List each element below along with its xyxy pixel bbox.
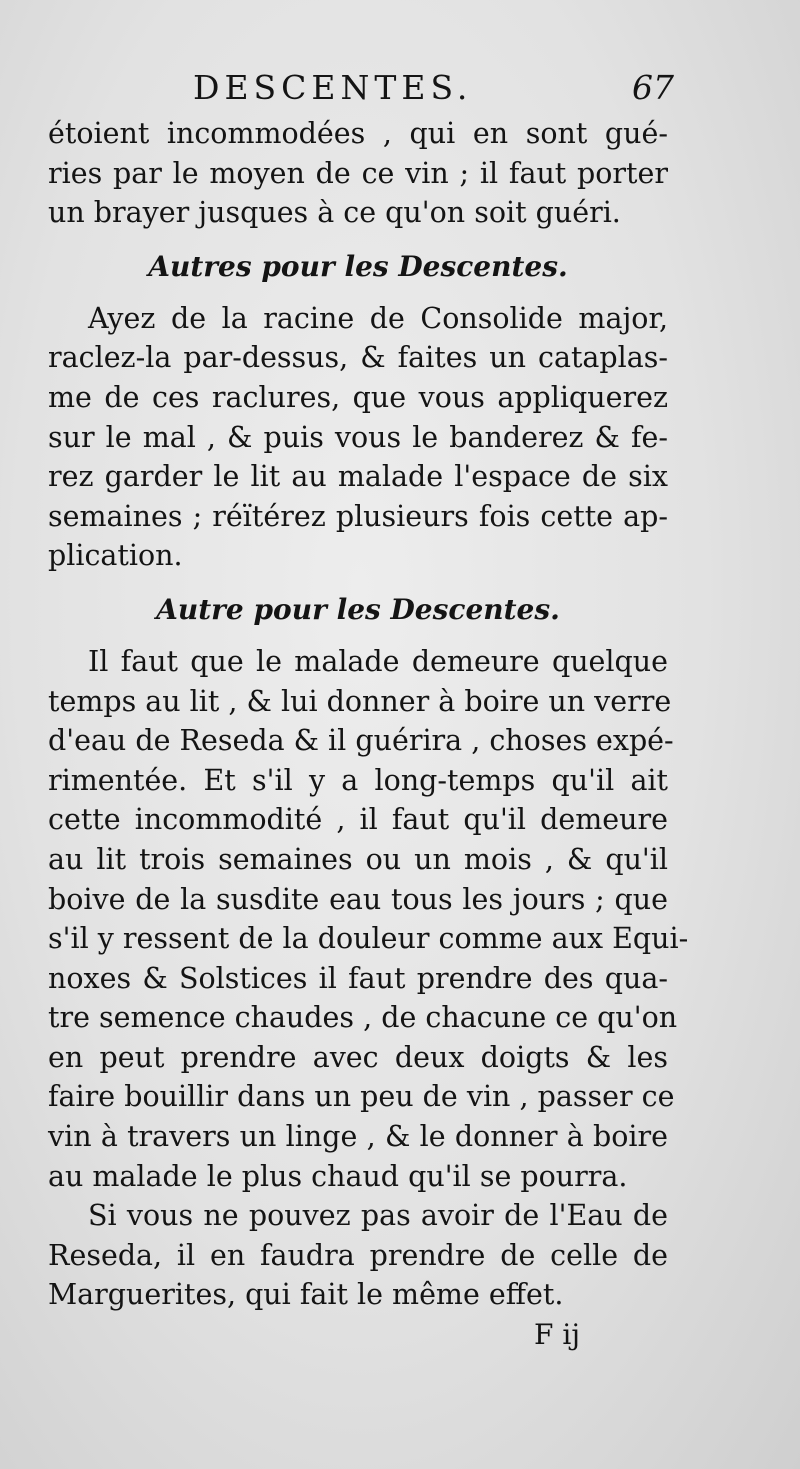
text-line: Il faut que le malade demeure quelque: [88, 644, 668, 678]
text-line: me de ces raclures, que vous appliquerez: [48, 380, 668, 414]
paragraph-1: [48, 114, 668, 233]
signature-mark: F ij: [534, 1318, 580, 1352]
text-line: raclez-la par-dessus, & faites un cataplas-: [48, 341, 668, 375]
book-page: [48, 68, 689, 1355]
text-line: rez garder le lit au malade l'espace de six: [48, 460, 668, 494]
text-line: Reseda, il en faudra prendre de celle de: [48, 1238, 668, 1272]
text-line: cette incommodité , il faut qu'il demeure: [48, 803, 668, 837]
text-line: temps au lit , & lui donner à boire un verre: [48, 684, 672, 718]
text-line: rimentée. Et s'il y a long-temps qu'il ait: [48, 763, 668, 797]
text-line: boive de la susdite eau tous les jours ; que: [48, 882, 668, 916]
text-line: s'il y ressent de la douleur comme aux Equi-: [48, 922, 689, 956]
text-line: plication.: [48, 539, 183, 573]
section-heading-1: Autres pour les Descentes.: [148, 249, 568, 283]
text-line: noxes & Solstices il faut prendre des qua-: [48, 961, 668, 995]
page-header: [48, 68, 674, 114]
text-line: un brayer jusques à ce qu'on soit guéri.: [48, 196, 621, 230]
paragraph-4: [48, 1196, 668, 1315]
text-line: au lit trois semaines ou un mois , & qu'il: [48, 842, 668, 876]
paragraph-2: [48, 299, 668, 576]
text-line: d'eau de Reseda & il guérira , choses expé-: [48, 724, 674, 758]
running-title: DESCENTES.: [193, 68, 473, 107]
text-line: au malade le plus chaud qu'il se pourra.: [48, 1159, 628, 1193]
text-line: semaines ; réïtérez plusieurs fois cette ap-: [48, 499, 668, 533]
page-number: 67: [632, 68, 674, 107]
text-line: ries par le moyen de ce vin ; il faut porter: [48, 156, 668, 190]
text-line: Si vous ne pouvez pas avoir de l'Eau de: [88, 1199, 668, 1233]
text-line: Ayez de la racine de Consolide major,: [88, 301, 668, 335]
text-line: étoient incommodées , qui en sont gué-: [48, 117, 668, 150]
text-line: tre semence chaudes , de chacune ce qu'on: [48, 1001, 678, 1035]
paragraph-3: [48, 642, 689, 1196]
text-line: sur le mal , & puis vous le banderez & fe-: [48, 420, 668, 454]
text-line: vin à travers un linge , & le donner à boire: [48, 1120, 668, 1154]
text-line: faire bouillir dans un peu de vin , passer ce: [48, 1080, 675, 1114]
text-line: Marguerites, qui fait le même effet.: [48, 1278, 564, 1312]
section-heading-2: Autre pour les Descentes.: [156, 592, 560, 626]
text-line: en peut prendre avec deux doigts & les: [48, 1040, 668, 1074]
